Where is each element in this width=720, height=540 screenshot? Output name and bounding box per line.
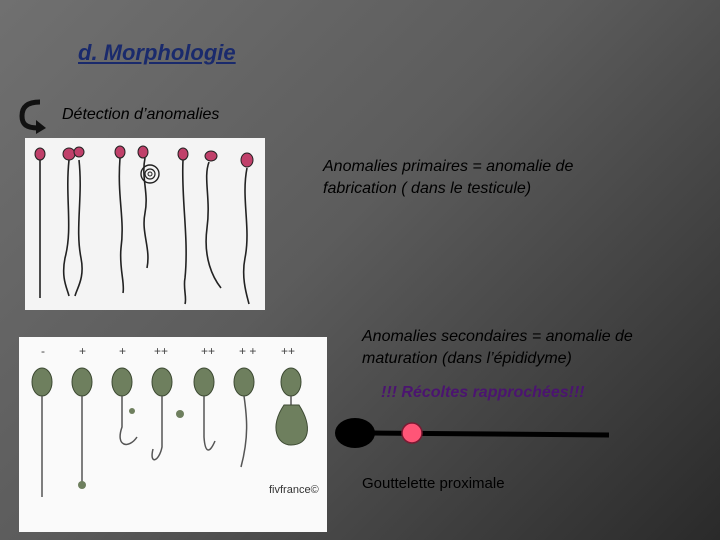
- primary-anomalies-text: Anomalies primaires = anomalie de fabrication ( dans le testicule): [323, 158, 574, 197]
- droplet-shape: [402, 423, 422, 443]
- secondary-anomalies-text: Anomalies secondaires = anomalie de maturation (dans l’épididyme): [362, 328, 633, 367]
- grade-label: +: [119, 344, 127, 358]
- grade-label: +: [79, 344, 87, 358]
- secondary-anomalies-image: [19, 337, 327, 532]
- highlight-warning-text: !!! Récoltes rapprochées!!!: [381, 384, 585, 401]
- image-credit: fivfrance©: [269, 484, 319, 496]
- grade-label: ++: [281, 344, 296, 358]
- slide-subtitle: Détection d’anomalies: [62, 106, 220, 123]
- proximal-droplet-diagram: [333, 415, 613, 455]
- grade-label: ++: [154, 344, 169, 358]
- grade-label: -: [41, 344, 45, 358]
- curved-arrow-bullet-icon: [18, 98, 48, 134]
- grade-label: + +: [239, 344, 257, 358]
- sperm-head-shape: [335, 418, 375, 448]
- grade-label: ++: [201, 344, 216, 358]
- primary-anomalies-image: [25, 138, 265, 310]
- slide-title: d. Morphologie: [78, 40, 236, 65]
- droplet-caption: Gouttelette proximale: [362, 475, 505, 492]
